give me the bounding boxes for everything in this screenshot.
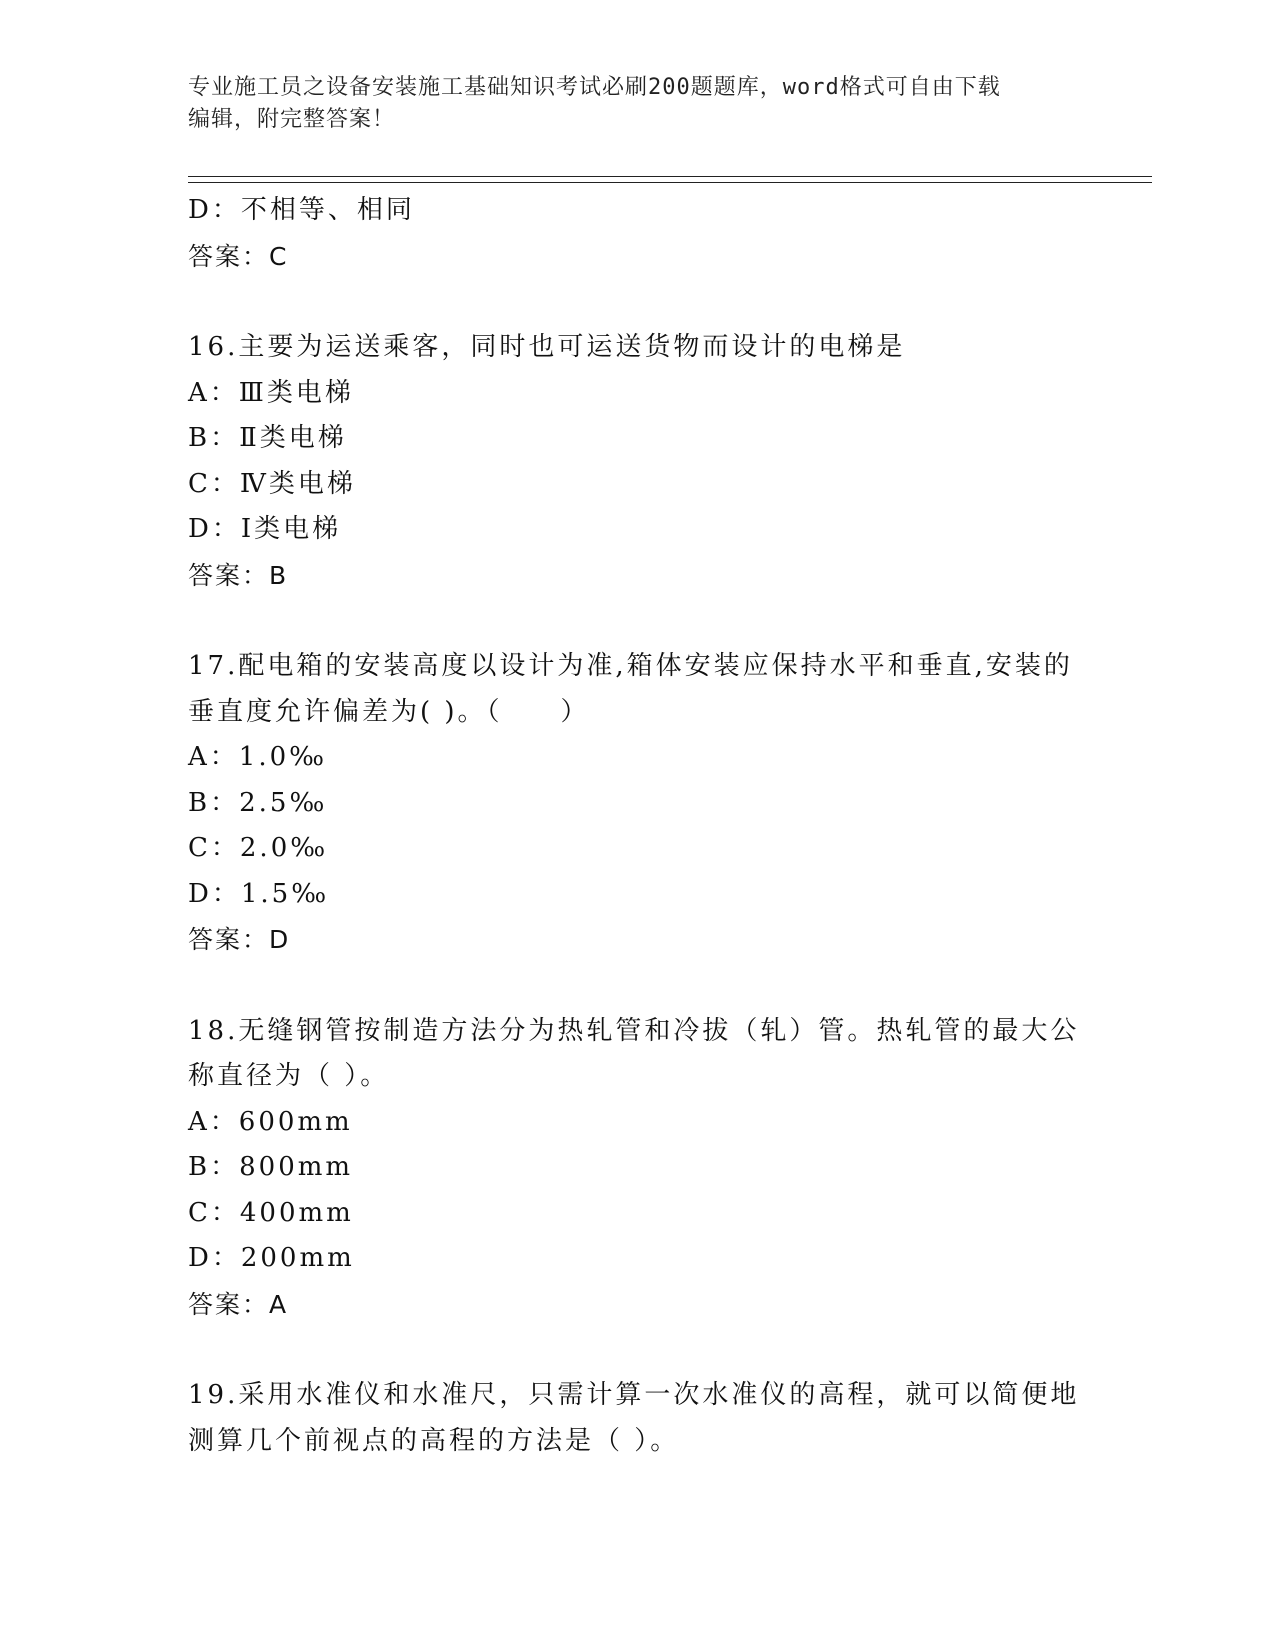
question-18-text-line-1: 18.无缝钢管按制造方法分为热轧管和冷拔（轧）管。热轧管的最大公 <box>188 1015 1080 1046</box>
question-18 <box>188 1009 1088 1328</box>
question-16-option-c: C：Ⅳ类电梯 <box>188 468 356 499</box>
question-16-option-a: A：Ⅲ类电梯 <box>188 377 354 408</box>
question-19-text-line-2: 测算几个前视点的高程的方法是（ ）。 <box>188 1425 680 1456</box>
question-18-answer: 答案：A <box>188 1289 289 1319</box>
question-17 <box>188 644 1088 963</box>
header-line-2: 编辑，附完整答案！ <box>188 107 396 132</box>
question-18-option-d: D：200mm <box>188 1243 355 1273</box>
question-17-text-line-1: 17.配电箱的安装高度以设计为准,箱体安装应保持水平和垂直,安装的 <box>188 651 1073 681</box>
spacer <box>188 963 1088 1009</box>
question-19-text-line-1: 19.采用水准仪和水准尺，只需计算一次水准仪的高程，就可以简便地 <box>188 1380 1080 1410</box>
question-16-option-d: D：Ⅰ类电梯 <box>188 514 342 544</box>
document-header <box>188 72 1088 136</box>
header-line-1: 专业施工员之设备安装施工基础知识考试必刷200题题库，word格式可自由下载 <box>188 75 1001 100</box>
question-18-text-line-2: 称直径为（ ）。 <box>188 1061 390 1091</box>
question-16-option-b: B：Ⅱ类电梯 <box>188 423 347 453</box>
spacer <box>188 1327 1088 1373</box>
document-body <box>188 188 1088 1464</box>
question-18-option-b: B：800mm <box>188 1152 354 1182</box>
question-17-text-line-2: 垂直度允许偏差为( )。（ ） <box>188 696 590 727</box>
question-17-option-c: C：2.0‰ <box>188 833 329 863</box>
spacer <box>188 279 1088 325</box>
prev-option-d: D：不相等、相同 <box>188 195 415 225</box>
spacer <box>188 598 1088 644</box>
question-16-text: 16.主要为运送乘客，同时也可运送货物而设计的电梯是 <box>188 332 906 362</box>
question-17-option-a: A：1.0‰ <box>188 742 328 772</box>
question-17-option-d: D：1.5‰ <box>188 878 330 909</box>
question-17-answer: 答案：D <box>188 925 291 954</box>
header-divider-bottom <box>188 182 1152 183</box>
header-divider-top <box>188 176 1152 177</box>
question-17-option-b: B：2.5‰ <box>188 787 328 818</box>
question-18-option-c: C：400mm <box>188 1197 354 1228</box>
question-16-answer: 答案：B <box>188 560 289 590</box>
prev-answer: 答案：C <box>188 241 289 271</box>
question-19 <box>188 1373 1088 1464</box>
question-16 <box>188 325 1088 598</box>
question-18-option-a: A：600mm <box>188 1106 353 1137</box>
